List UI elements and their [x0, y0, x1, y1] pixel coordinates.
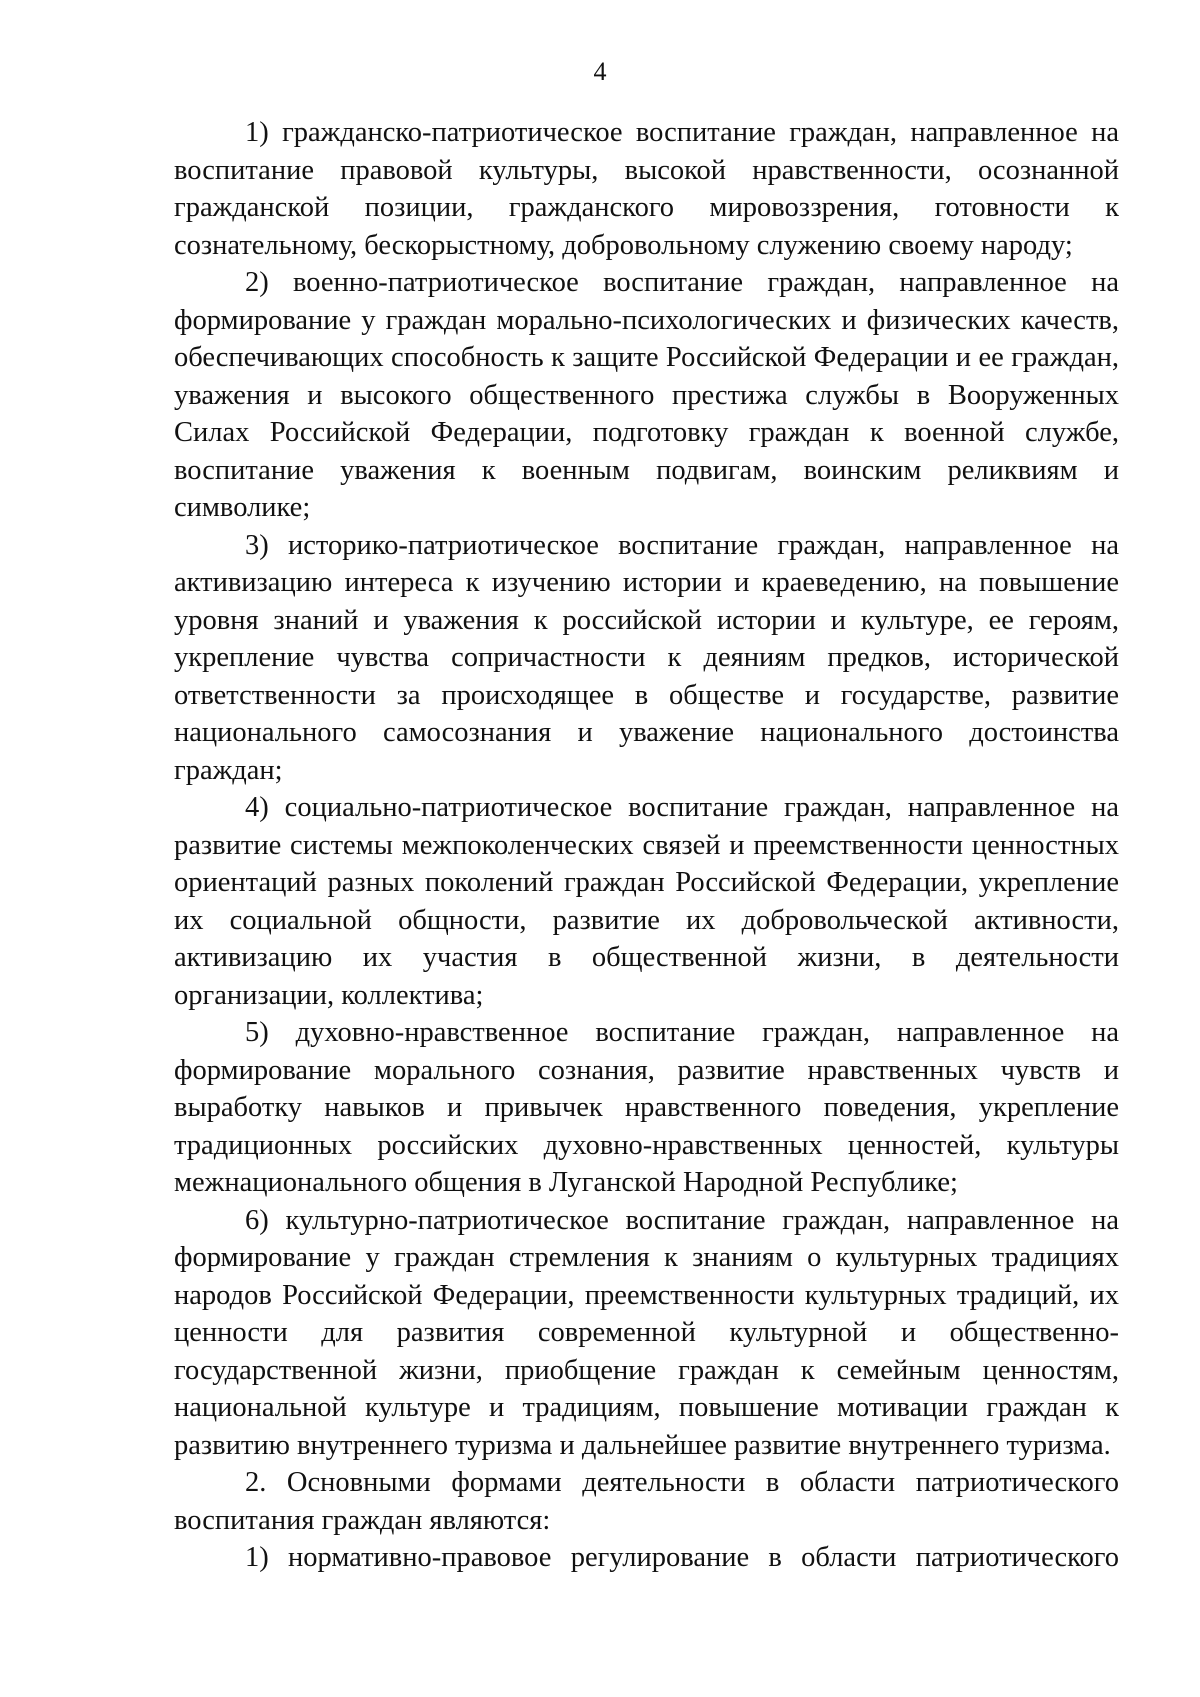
- paragraph-civic-patriotic: 1) гражданско-патриотическое воспитание граждан, направленное на воспитание правовой культуры, высокой нравственности, осознанной гражданской позиции, гражданского мировоззрения, готовности к сознательному, бескорыстному, добровольному служению своему народу;: [174, 117, 1119, 261]
- paragraph-cultural-patriotic: 6) культурно-патриотическое воспитание граждан, направленное на формирование у граждан стремления к знаниям о культурных традициях народов Российской Федерации, преемственности культурных традиций, их ценности для развития современной культурной и общественно-государственной жизни, приобщение граждан к семейным ценностям, национальной культуре и традициям, повышение мотивации граждан к развитию внутреннего туризма и дальнейшее развитие внутреннего туризма.: [174, 1204, 1119, 1461]
- paragraph-military-patriotic: 2) военно-патриотическое воспитание граждан, направленное на формирование у граждан морально-психологических и физических качеств, обеспечивающих способность к защите Российской Федерации и ее граждан, уважения и высокого общественного престижа службы в Вооруженных Силах Российской Федерации, подготовку граждан к военной службе, воспитание уважения к военным подвигам, воинским реликвиям и символике;: [174, 267, 1119, 523]
- paragraph-spiritual-moral: 5) духовно-нравственное воспитание граждан, направленное на формирование морального сознания, развитие нравственных чувств и выработку навыков и привычек нравственного поведения, укрепление традиционных российских духовно-нравственных ценностей, культуры межнационального общения в Луганской Народной Республике;: [174, 1017, 1119, 1198]
- document-body: [174, 114, 1119, 1577]
- page-number: 4: [593, 57, 607, 86]
- paragraph-regulation-start: 1) нормативно-правовое регулирование в области патриотического: [245, 1542, 1119, 1573]
- paragraph-historical-patriotic: 3) историко-патриотическое воспитание граждан, направленное на активизацию интереса к изучению истории и краеведению, на повышение уровня знаний и уважения к российской истории и культуре, ее героям, укрепление чувства сопричастности к деяниям предков, исторической ответственности за происходящее в обществе и государстве, развитие национального самосознания и уважение национального достоинства граждан;: [174, 529, 1119, 786]
- paragraph-main-forms: 2. Основными формами деятельности в области патриотического воспитания граждан являются:: [174, 1467, 1119, 1536]
- paragraph-social-patriotic: 4) социально-патриотическое воспитание граждан, направленное на развитие системы межпоколенческих связей и преемственности ценностных ориентаций разных поколений граждан Российской Федерации, укрепление их социальной общности, развитие их добровольческой активности, активизацию их участия в общественной жизни, в деятельности организации, коллектива;: [174, 792, 1119, 1011]
